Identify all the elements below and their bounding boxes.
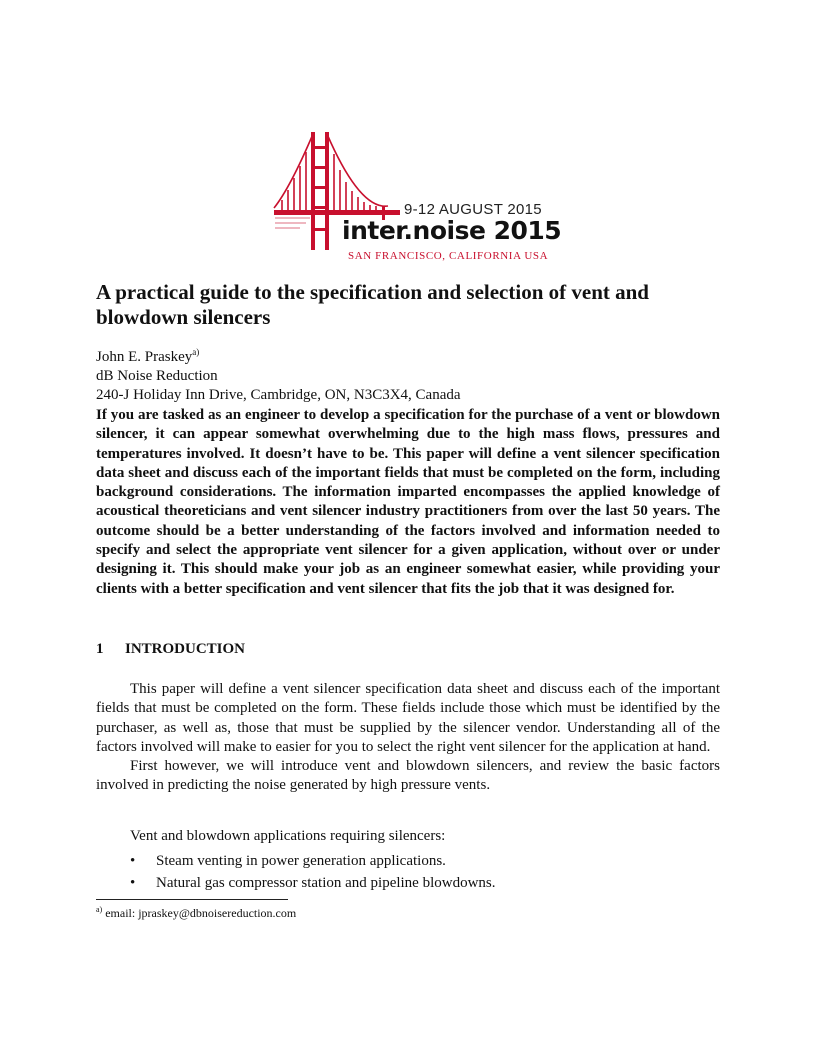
author-line (96, 343, 461, 367)
paragraph: This paper will define a vent silencer specification data sheet and discuss each of the important fields that must be completed on the form. These fields include those which must be identified by the purchaser, as well as, those that must be supplied by the silencer vendor. Understanding all of the factors involved will make to easier for you to select the right vent silencer for the application at hand. (96, 681, 720, 755)
author-affiliation: dB Noise Reduction (96, 368, 218, 384)
author-name: John E. Praskey (96, 349, 193, 365)
author-block (96, 343, 461, 405)
application-list (130, 850, 496, 894)
author-footnote-mark: a) (192, 347, 200, 357)
footnote-email: email: jpraskey@dbnoisereduction.com (105, 906, 297, 920)
abstract: If you are tasked as an engineer to develop a specification for the purchase of a vent or blowdown silencer, it can appear somewhat overwhelming due to the high mass flows, pressures and temperatures involved. It doesn’t have to be. This paper will define a vent silencer specification data sheet and discuss each of the important fields that must be completed on the form, including background considerations. The information imparted encompasses the applied knowledge of acoustical theoreticians and vent silencer industry practitioners from over the last 50 years. The outcome should be a better understanding of the factors involved and information needed to specify and select the appropriate vent silencer for a given application, without over or under designing it. This should make your job as an engineer somewhat easier, while providing your clients with a better specification and vent silencer that fits the job that it was designed for. (96, 407, 720, 597)
author-address: 240-J Holiday Inn Drive, Cambridge, ON, N3C3X4, Canada (96, 387, 461, 403)
bullet-icon: • (130, 853, 136, 869)
paragraph: First however, we will introduce vent and blowdown silencers, and review the basic factors involved in predicting the noise generated by high pressure vents. (96, 758, 720, 794)
list-lead: Vent and blowdown applications requiring silencers: (130, 828, 446, 844)
paper-title: A practical guide to the specification and selection of vent and blowdown silencers (96, 280, 649, 329)
section-number: 1 (96, 641, 104, 657)
conference-logo (270, 128, 562, 268)
conference-name: inter.noise 2015 (342, 216, 562, 245)
footnote-divider (96, 899, 288, 900)
conference-date: 9-12 AUGUST 2015 (404, 201, 542, 218)
section-title: INTRODUCTION (125, 641, 246, 657)
list-item: • Natural gas compressor station and pipeline blowdowns. (130, 872, 496, 894)
footnote-mark: a) (96, 905, 103, 914)
golden-gate-bridge-icon (270, 128, 550, 268)
section-body (96, 680, 720, 796)
section-heading (96, 641, 245, 658)
list-item: • Steam venting in power generation applications. (130, 850, 496, 872)
bullet-icon: • (130, 875, 136, 891)
conference-location: SAN FRANCISCO, CALIFORNIA USA (348, 250, 549, 262)
footnote (96, 905, 296, 921)
